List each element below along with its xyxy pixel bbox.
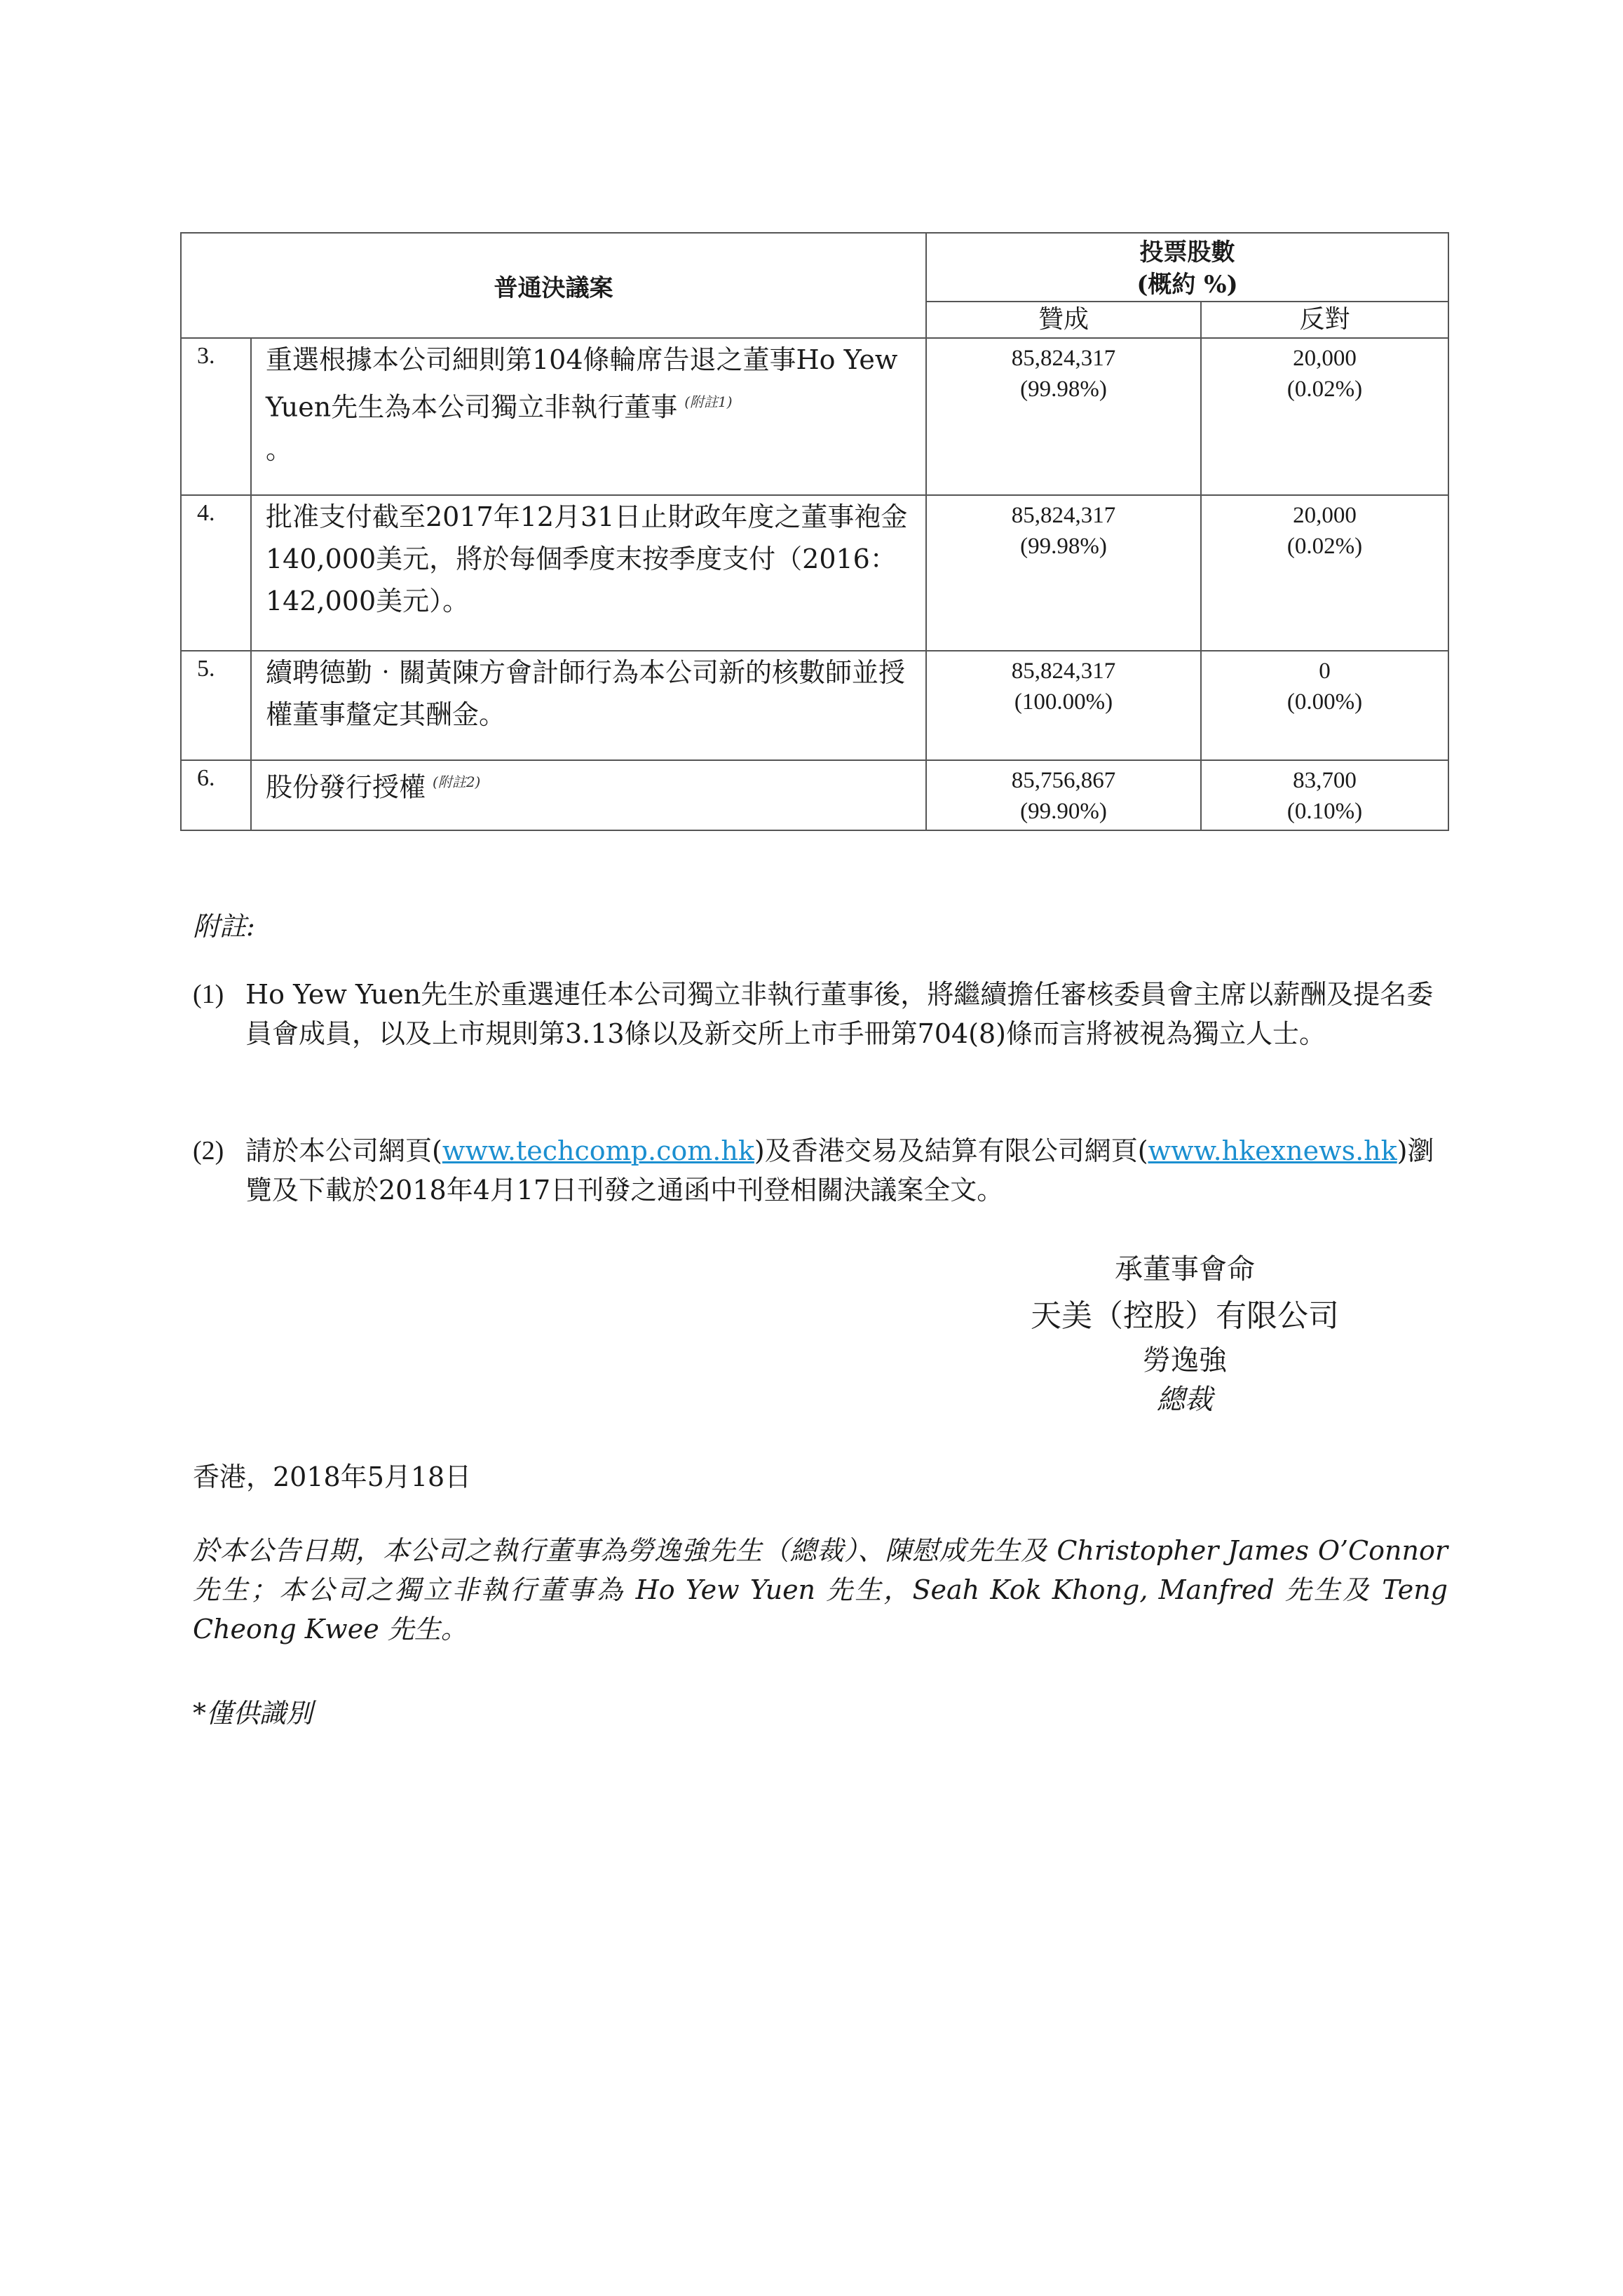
techcomp-website-link[interactable]: www.techcomp.com.hk <box>442 1135 754 1166</box>
votes-against-percent: (0.02%) <box>1286 534 1363 559</box>
votes-against-count: 20,000 <box>1293 503 1357 528</box>
note-2-text-b: )及香港交易及結算有限公司網頁( <box>754 1135 1148 1166</box>
votes-for-percent: (100.00%) <box>1014 689 1113 715</box>
date-line: 香港，2018年5月18日 <box>193 1461 472 1492</box>
note-ref: (附註1) <box>684 393 733 410</box>
row-number: 3. <box>181 338 251 495</box>
votes-against-cell <box>1201 338 1448 495</box>
votes-against-percent: (0.02%) <box>1286 377 1363 402</box>
resolutions-table <box>180 232 1449 831</box>
table-row <box>181 651 1448 760</box>
row-description: 續聘德勤‧關黃陳方會計師行為本公司新的核數師並授權董事釐定其酬金。 <box>251 651 926 760</box>
note-ref: (附註2) <box>433 774 481 790</box>
votes-for-count: 85,824,317 <box>1011 503 1116 528</box>
header-votes-sub: (概約 %) <box>1136 271 1238 299</box>
note-2-text-a: 請於本公司網頁( <box>245 1135 442 1166</box>
identification-footnote: *僅供識別 <box>193 1698 313 1729</box>
note-2 <box>193 1131 1455 1210</box>
votes-for-cell <box>926 760 1201 830</box>
row-description-tail: 。 <box>266 433 293 465</box>
votes-against-cell <box>1201 495 1448 651</box>
votes-against-percent: (0.10%) <box>1286 799 1363 824</box>
votes-against-cell <box>1201 651 1448 760</box>
row-description <box>251 760 926 830</box>
header-resolution: 普通決議案 <box>181 233 926 338</box>
table-row <box>181 760 1448 830</box>
signature-title: 總裁 <box>1157 1384 1213 1416</box>
votes-for-count: 85,824,317 <box>1011 659 1116 684</box>
votes-for-cell <box>926 651 1201 760</box>
votes-against-count: 83,700 <box>1293 768 1357 793</box>
table-row <box>181 338 1448 495</box>
table-header-row <box>181 233 1448 302</box>
votes-against-cell <box>1201 760 1448 830</box>
votes-against-count: 20,000 <box>1293 346 1357 371</box>
note-1 <box>193 975 1455 1053</box>
votes-for-percent: (99.90%) <box>1020 799 1107 824</box>
note-2-text <box>245 1131 1455 1210</box>
header-votes-label: 投票股數 <box>1139 238 1235 266</box>
signature-name: 勞逸強 <box>1143 1344 1227 1377</box>
row-description-text: 股份發行授權 <box>266 771 426 803</box>
votes-for-percent: (99.98%) <box>1020 534 1107 559</box>
votes-against-percent: (0.00%) <box>1286 689 1363 715</box>
row-description <box>251 338 926 495</box>
row-number: 6. <box>181 760 251 830</box>
votes-for-cell <box>926 495 1201 651</box>
note-2-text-c: )瀏覽及下載於2018年4月17日刊發之通函中刊登相關決議案全文。 <box>245 1135 1434 1206</box>
signature-company: 天美（控股）有限公司 <box>1031 1298 1339 1334</box>
votes-for-percent: (99.98%) <box>1020 377 1107 402</box>
directors-paragraph: 於本公告日期，本公司之執行董事為勞逸強先生（總裁）、陳慰成先生及 Christopher James O’Connor 先生；本公司之獨立非執行董事為 Ho Yew Yuen 先生，Seah Kok Khong, Manfred 先生及 Teng Cheong Kwee 先生。 <box>193 1535 1448 1645</box>
row-number: 5. <box>181 651 251 760</box>
votes-for-count: 85,824,317 <box>1011 346 1116 371</box>
note-1-text: Ho Yew Yuen先生於重選連任本公司獨立非執行董事後，將繼續擔任審核委員會主席以薪酬及提名委員會成員，以及上市規則第3.13條以及新交所上市手冊第704(8)條而言將被視為獨立人士。 <box>245 979 1434 1049</box>
votes-against-count: 0 <box>1319 659 1331 684</box>
header-against: 反對 <box>1201 302 1448 338</box>
header-for: 贊成 <box>926 302 1201 338</box>
note-2-mark: (2) <box>193 1136 224 1166</box>
votes-for-count: 85,756,867 <box>1011 768 1116 793</box>
notes-title: 附註: <box>193 911 255 942</box>
row-number: 4. <box>181 495 251 651</box>
hkexnews-website-link[interactable]: www.hkexnews.hk <box>1148 1135 1397 1166</box>
votes-for-cell <box>926 338 1201 495</box>
row-description-text: 重選根據本公司細則第104條輪席告退之董事Ho Yew Yuen先生為本公司獨立非執行董事 <box>266 344 898 423</box>
header-votes <box>926 233 1448 302</box>
note-1-mark: (1) <box>193 980 224 1009</box>
signature-line: 承董事會命 <box>1115 1253 1255 1285</box>
row-description: 批准支付截至2017年12月31日止財政年度之董事袍金140,000美元，將於每個季度末按季度支付（2016：142,000美元）。 <box>251 495 926 651</box>
table-row <box>181 495 1448 651</box>
